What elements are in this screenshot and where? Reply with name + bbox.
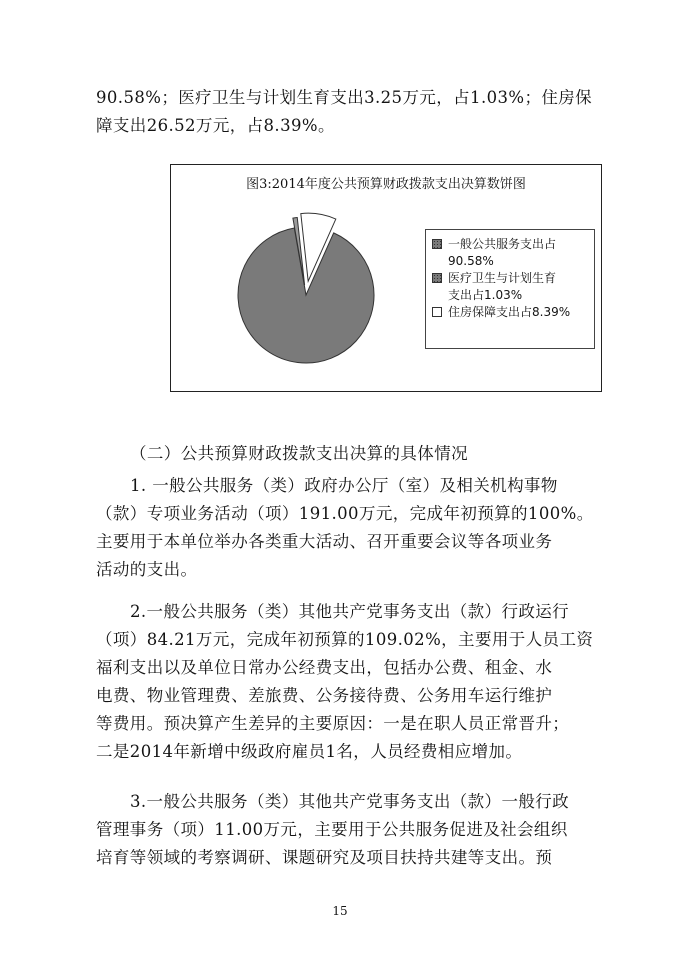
legend-label: 医疗卫生与计划生育 — [448, 271, 557, 285]
text-line: 障支出26.52万元，占8.39%。 — [96, 116, 335, 135]
pie-chart-figure — [170, 164, 602, 392]
text-line: 福利支出以及单位日常办公经费支出，包括办公费、租金、水 — [96, 658, 553, 677]
legend-item — [432, 236, 588, 270]
text-line: （项）84.21万元，完成年初预算的109.02%，主要用于人员工资 — [96, 630, 594, 649]
top-paragraph — [96, 84, 596, 140]
text-line: 二是2014年新增中级政府雇员1名，人员经费相应增加。 — [96, 742, 523, 761]
legend-swatch — [432, 239, 442, 249]
paragraph-2 — [96, 598, 596, 766]
legend-item — [432, 270, 588, 304]
text-line: 活动的支出。 — [96, 560, 198, 579]
legend-swatch — [432, 273, 442, 283]
page-number: 15 — [332, 904, 348, 918]
text-line: 主要用于本单位举办各类重大活动、召开重要会议等各项业务 — [96, 532, 553, 551]
text-line: 3.一般公共服务（类）其他共产党事务支出（款）一般行政 — [130, 792, 570, 811]
legend-swatch — [432, 307, 442, 317]
text-line: 管理事务（项）11.00万元，主要用于公共服务促进及社会组织 — [96, 820, 568, 839]
chart-title: 图3:2014年度公共预算财政拨款支出决算数饼图 — [246, 177, 526, 192]
text-line: 电费、物业管理费、差旅费、公务接待费、公务用车运行维护 — [96, 686, 553, 705]
text-line: 培育等领域的考察调研、课题研究及项目扶持共建等支出。预 — [96, 848, 553, 867]
section-heading-block — [96, 440, 596, 468]
text-line: （款）专项业务活动（项）191.00万元，完成年初预算的100%。 — [96, 504, 594, 523]
section-heading: （二）公共预算财政拨款支出决算的具体情况 — [130, 444, 468, 463]
paragraph-3 — [96, 788, 596, 872]
legend-label: 一般公共服务支出占 — [448, 237, 557, 251]
paragraph-1 — [96, 472, 596, 584]
text-line: 1. 一般公共服务（类）政府办公厅（室）及相关机构事物 — [130, 476, 558, 495]
legend-label: 住房保障支出占8.39% — [448, 305, 571, 319]
legend-label: 支出占1.03% — [448, 288, 523, 302]
chart-legend — [425, 229, 595, 349]
text-line: 等费用。预决算产生差异的主要原因：一是在职人员正常晋升； — [96, 714, 570, 733]
text-line: 2.一般公共服务（类）其他共产党事务支出（款）行政运行 — [130, 602, 570, 621]
text-line: 90.58%；医疗卫生与计划生育支出3.25万元，占1.03%；住房保 — [96, 88, 593, 107]
legend-label: 90.58% — [448, 254, 494, 268]
legend-item — [432, 304, 588, 321]
